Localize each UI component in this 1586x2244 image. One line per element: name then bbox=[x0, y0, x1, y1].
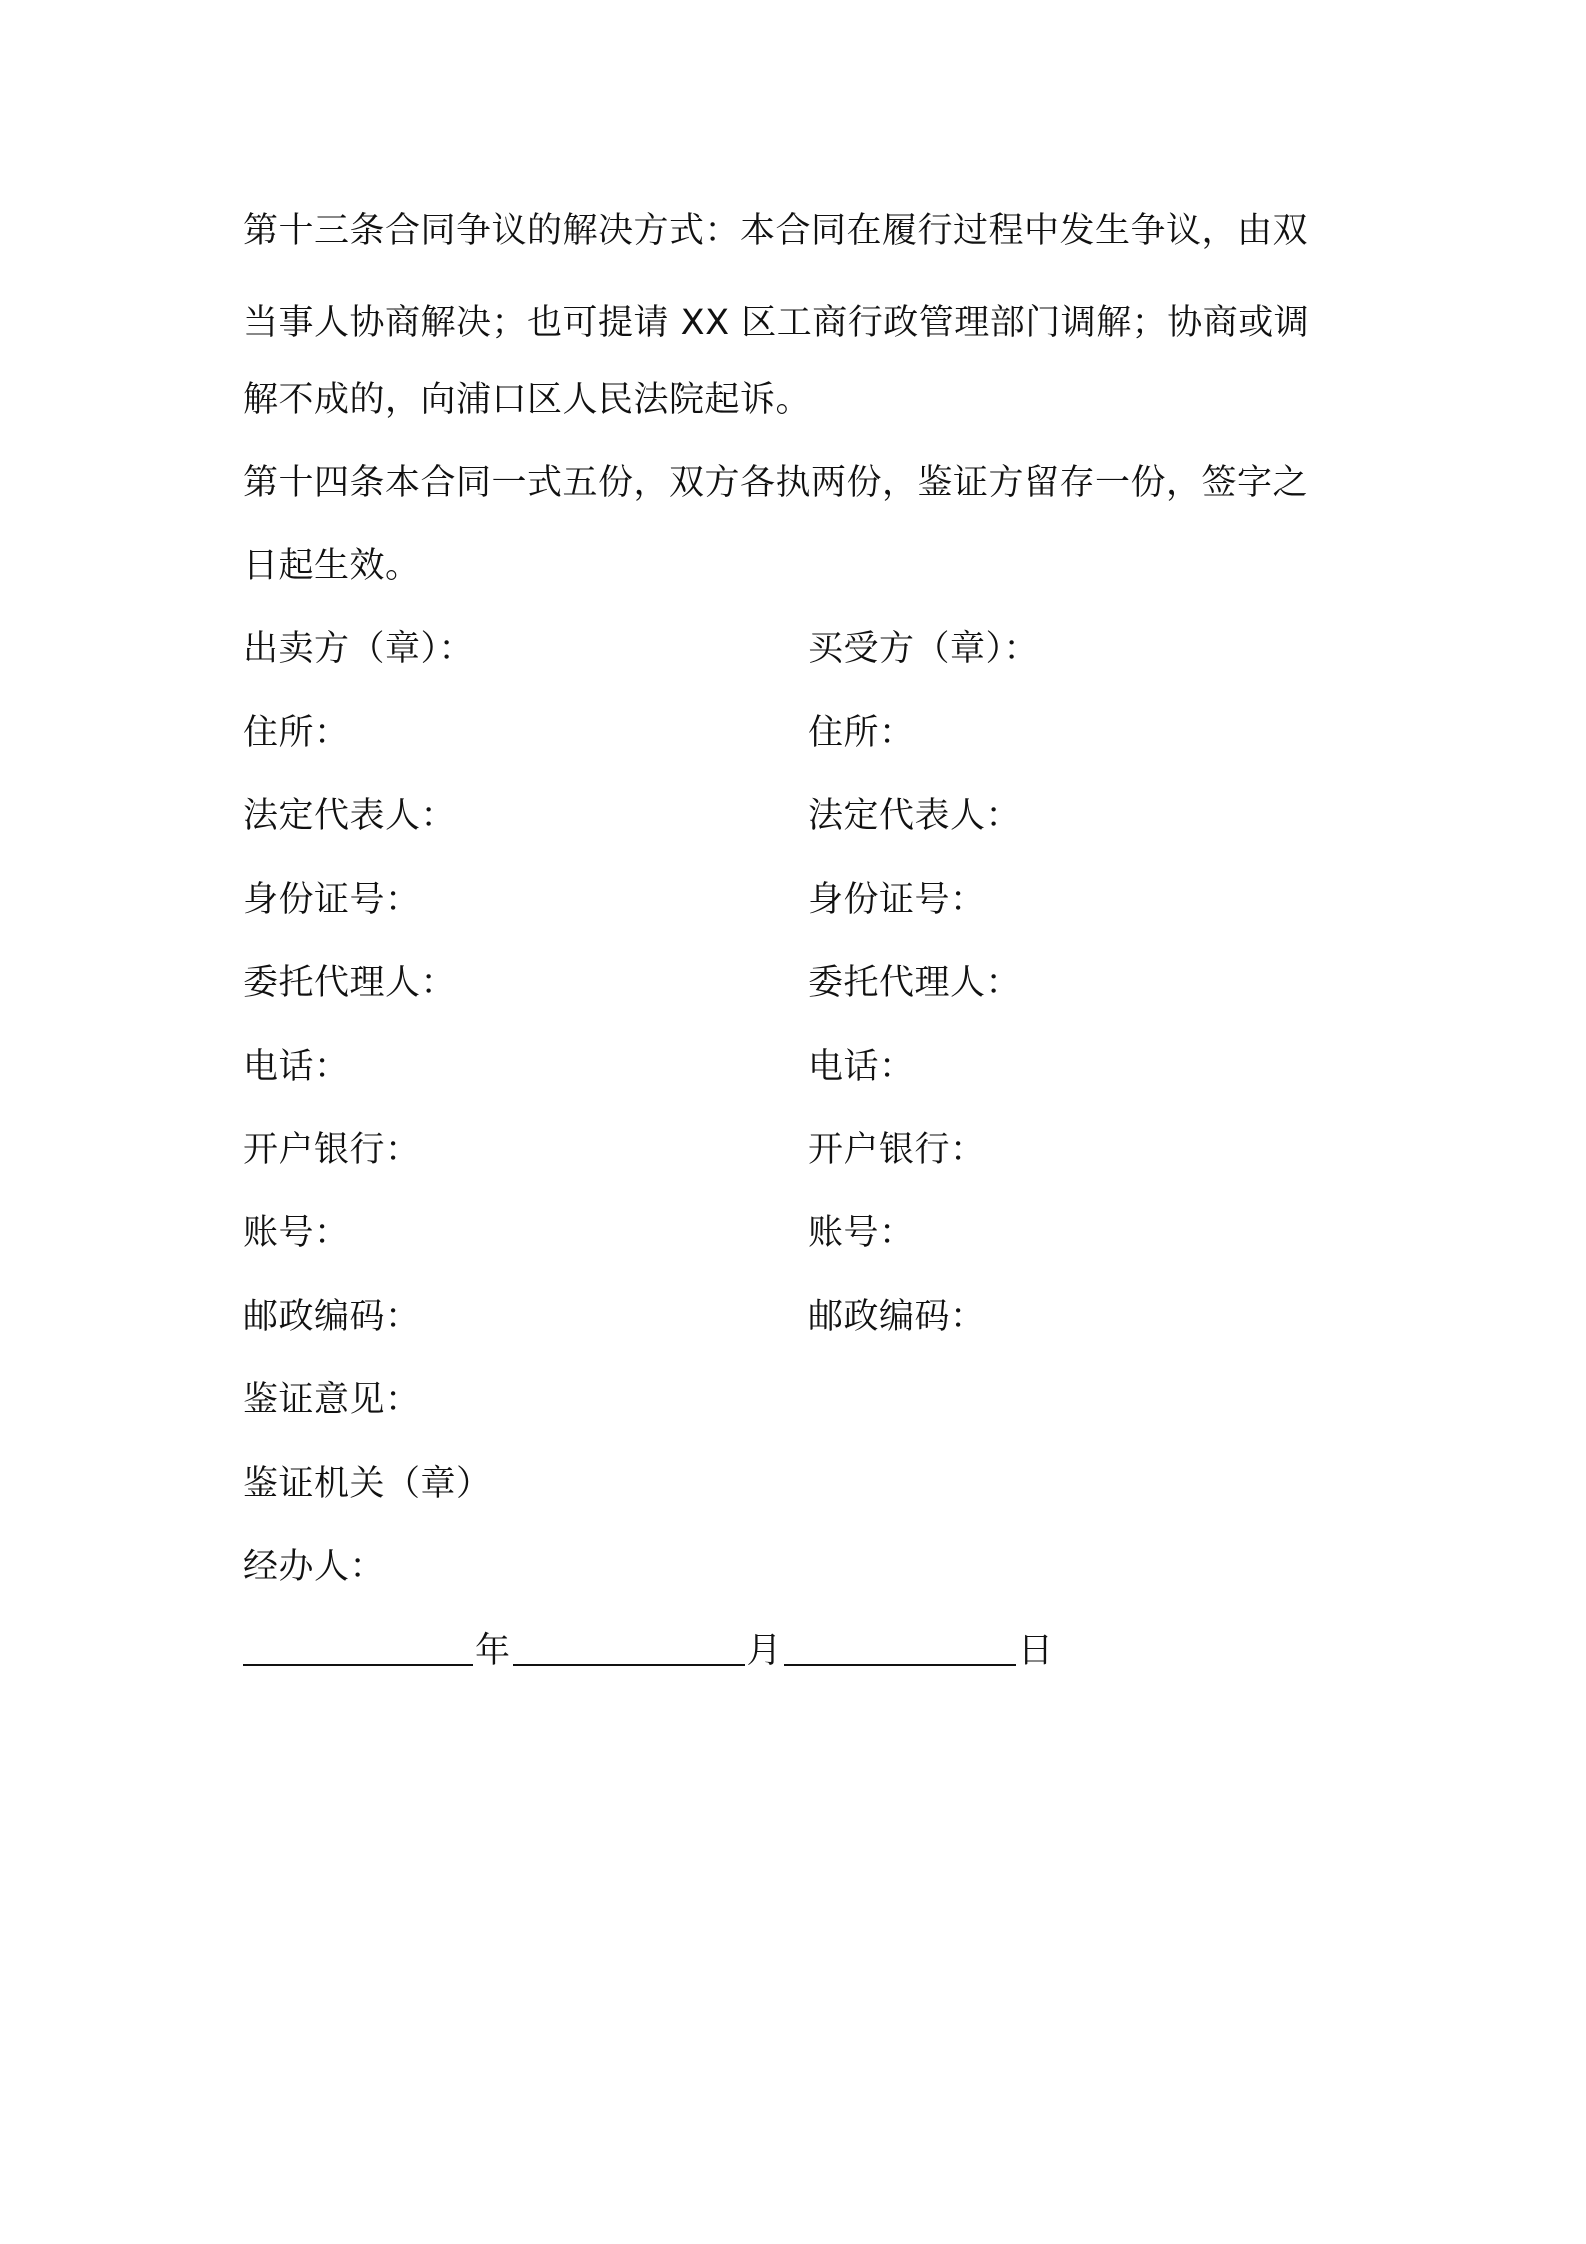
seller-address-label: 住所： bbox=[243, 713, 350, 753]
seller-account-label: 账号： bbox=[243, 1213, 350, 1253]
seller-agent-label: 委托代理人： bbox=[243, 963, 457, 1003]
article13-line2: 当事人协商解决；也可提请 XX 区工商行政管理部门调解；协商或调 bbox=[243, 303, 1310, 343]
seller-id-number-label: 身份证号： bbox=[243, 880, 421, 920]
buyer-bank-label: 开户银行： bbox=[808, 1130, 986, 1170]
month-unit: 月 bbox=[746, 1631, 783, 1671]
date-line bbox=[243, 1623, 1056, 1673]
article13-line1: 第十三条合同争议的解决方式：本合同在履行过程中发生争议，由双 bbox=[243, 211, 1309, 251]
verification-authority-label: 鉴证机关（章） bbox=[243, 1464, 492, 1504]
seller-legal-rep-label: 法定代表人： bbox=[243, 796, 457, 836]
year-blank[interactable] bbox=[243, 1630, 473, 1666]
buyer-address-label: 住所： bbox=[808, 713, 915, 753]
seller-bank-label: 开户银行： bbox=[243, 1130, 421, 1170]
buyer-id-number-label: 身份证号： bbox=[808, 880, 986, 920]
year-unit: 年 bbox=[475, 1631, 511, 1671]
verification-handler-label: 经办人： bbox=[243, 1547, 386, 1587]
buyer-account-label: 账号： bbox=[808, 1213, 915, 1253]
article14-line2: 日起生效。 bbox=[243, 546, 421, 586]
buyer-legal-rep-label: 法定代表人： bbox=[808, 796, 1022, 836]
buyer-phone-label: 电话： bbox=[808, 1047, 915, 1087]
seller-title: 出卖方（章）： bbox=[243, 629, 475, 669]
buyer-title: 买受方（章）： bbox=[808, 629, 1040, 669]
month-blank[interactable] bbox=[513, 1630, 745, 1666]
seller-phone-label: 电话： bbox=[243, 1047, 350, 1087]
article14-line1: 第十四条本合同一式五份，双方各执两份，鉴证方留存一份，签字之 bbox=[243, 463, 1309, 503]
article13-line3: 解不成的，向浦口区人民法院起诉。 bbox=[243, 380, 812, 420]
seller-postcode-label: 邮政编码： bbox=[243, 1297, 421, 1337]
day-blank[interactable] bbox=[784, 1630, 1016, 1666]
day-unit: 日 bbox=[1018, 1631, 1054, 1671]
buyer-agent-label: 委托代理人： bbox=[808, 963, 1022, 1003]
buyer-postcode-label: 邮政编码： bbox=[808, 1297, 986, 1337]
verification-opinion-label: 鉴证意见： bbox=[243, 1380, 421, 1420]
